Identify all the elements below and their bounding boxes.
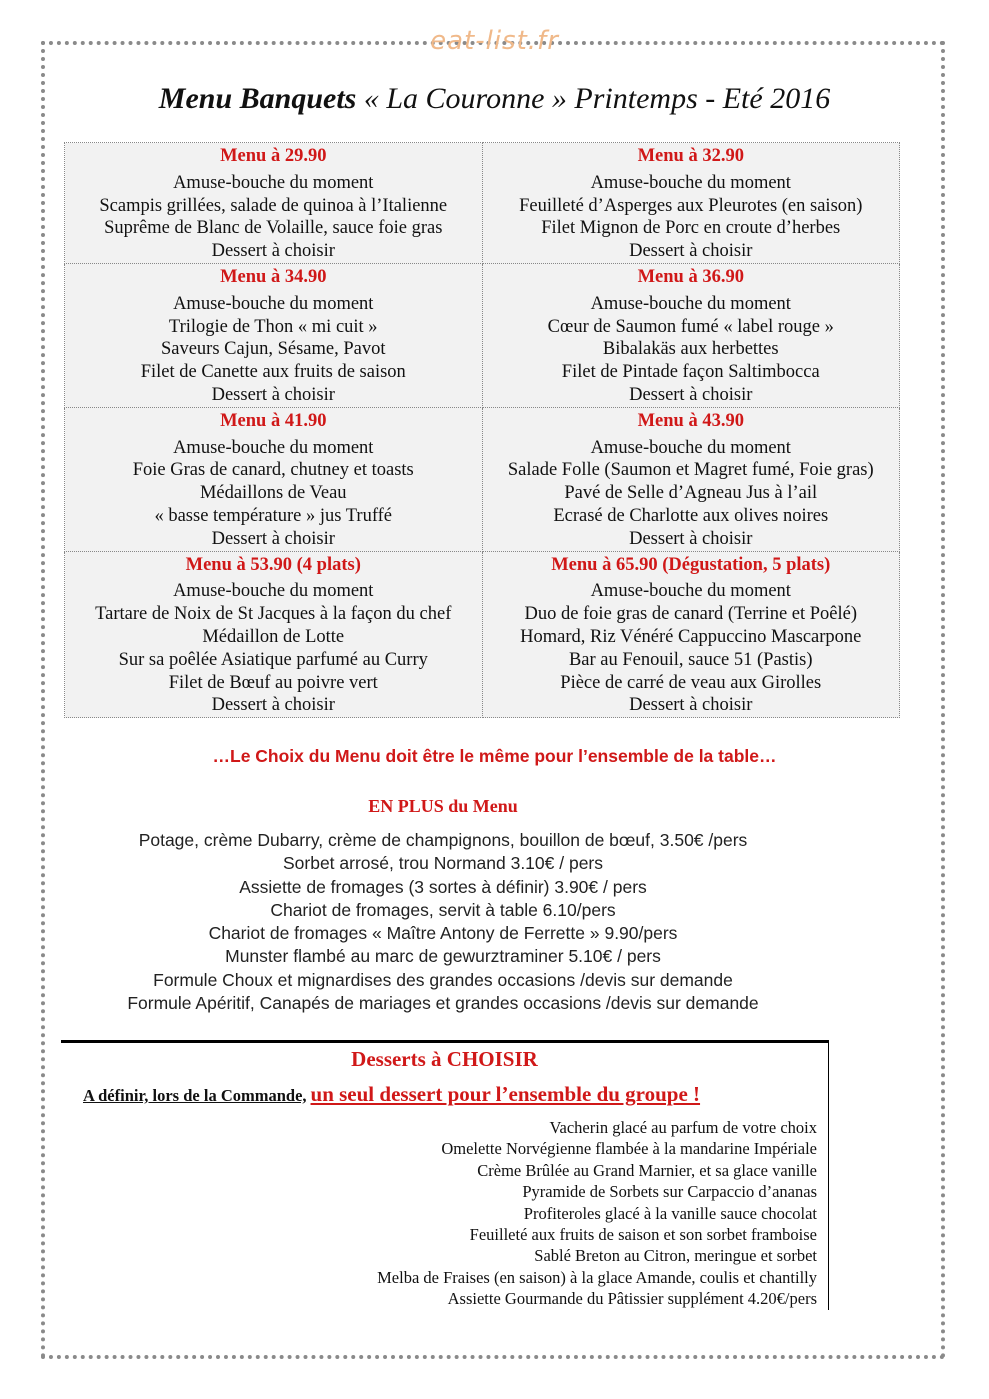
menu-price-title: Menu à 65.90 (Dégustation, 5 plats) [551, 554, 831, 575]
dessert-item: Melba de Fraises (en saison) à la glace Amande, coulis et chantilly [377, 1267, 817, 1287]
menu-row [65, 263, 900, 407]
menu-dish: Amuse-bouche du moment [173, 172, 374, 193]
extra-item: Potage, crème Dubarry, crème de champignons, bouillon de bœuf, 3.50€ /pers [138, 830, 748, 850]
dessert-item: Pyramide de Sorbets sur Carpaccio d’ananas [522, 1182, 817, 1202]
desserts-subtitle-b: un seul dessert pour l’ensemble du groupe ! [310, 1082, 701, 1106]
dessert-item: Assiette Gourmande du Pâtissier supplément 4.20€/pers [447, 1289, 817, 1309]
desserts-title: Desserts à CHOISIR [351, 1047, 538, 1071]
menu-dish: Dessert à choisir [211, 384, 335, 405]
menu-cell [65, 551, 483, 718]
desserts-section [61, 1040, 829, 1310]
menu-dish: Dessert à choisir [211, 695, 335, 716]
menu-price-title: Menu à 36.90 [637, 266, 744, 287]
menu-dish: Amuse-bouche du moment [173, 581, 374, 602]
menu-dish: Filet de Pintade façon Saltimbocca [561, 362, 820, 383]
title-bold: Menu Banquets [158, 82, 357, 115]
menu-dish: Dessert à choisir [629, 384, 753, 405]
menu-price-title: Menu à 29.90 [220, 146, 327, 166]
menu-dish: Dessert à choisir [629, 695, 753, 716]
extra-item: Assiette de fromages (3 sortes à définir) 3.90€ / pers [239, 876, 647, 897]
menu-dish: Scampis grillées, salade de quinoa à l’Italienne [99, 195, 448, 216]
menu-cell [482, 263, 900, 407]
menu-dish: Dessert à choisir [629, 528, 753, 549]
extras-list [0, 829, 886, 1015]
menu-dish: Amuse-bouche du moment [590, 172, 791, 193]
menu-price-title: Menu à 41.90 [220, 410, 327, 431]
menu-price-title: Menu à 53.90 (4 plats) [185, 554, 361, 575]
menu-cell [65, 143, 483, 264]
extra-item: Sorbet arrosé, trou Normand 3.10€ / pers [282, 853, 604, 874]
extra-item: Formule Choux et mignardises des grandes occasions /devis sur demande [153, 969, 733, 990]
menu-row [65, 551, 900, 718]
page-title [0, 82, 989, 116]
menu-dish: Dessert à choisir [629, 241, 753, 262]
menu-dish: Pavé de Selle d’Agneau Jus à l’ail [564, 483, 818, 504]
desserts-list [61, 1117, 828, 1310]
dessert-item: Profiteroles glacé à la vanille sauce chocolat [523, 1203, 817, 1223]
menu-dish: Duo de foie gras de canard (Terrine et Poêlé) [524, 604, 858, 625]
menu-dish: Amuse-bouche du moment [173, 437, 374, 458]
menu-cell [482, 407, 900, 551]
menu-dish: Amuse-bouche du moment [590, 437, 791, 458]
menu-price-title: Menu à 43.90 [637, 410, 744, 431]
menu-price-title: Menu à 32.90 [637, 146, 744, 166]
menu-dish: Amuse-bouche du moment [590, 581, 791, 602]
menu-cell [482, 551, 900, 718]
extra-item: Munster flambé au marc de gewurztraminer 5.10€ / pers [225, 946, 661, 967]
dessert-item: Sablé Breton au Citron, meringue et sorbet [534, 1246, 817, 1266]
menu-dish: Amuse-bouche du moment [173, 293, 374, 314]
extra-item: Chariot de fromages « Maître Antony de Ferrette » 9.90/pers [208, 923, 678, 944]
menu-dish: Suprême de Blanc de Volaille, sauce foie gras [104, 218, 443, 239]
menu-cell [65, 407, 483, 551]
menu-dish: Dessert à choisir [211, 241, 335, 262]
menu-dish: Tartare de Noix de St Jacques à la façon du chef [95, 604, 452, 625]
menu-table [64, 142, 900, 718]
menu-dish: Foie Gras de canard, chutney et toasts [132, 460, 414, 481]
menu-dish: Salade Folle (Saumon et Magret fumé, Foie gras) [507, 460, 874, 481]
menu-dish: Filet Mignon de Porc en croute d’herbes [541, 218, 841, 239]
title-rest: « La Couronne » Printemps - Eté 2016 [356, 82, 831, 115]
menu-dish: « basse température » jus Truffé [154, 505, 393, 526]
menu-cell [65, 263, 483, 407]
menu-dish: Cœur de Saumon fumé « label rouge » [547, 316, 834, 337]
menu-dish: Pièce de carré de veau aux Girolles [560, 672, 822, 693]
dessert-item: Feuilleté aux fruits de saison et son sorbet framboise [469, 1225, 817, 1245]
menu-cell [482, 143, 900, 264]
dessert-item: Vacherin glacé au parfum de votre choix [549, 1118, 817, 1137]
dessert-item: Omelette Norvégienne flambée à la mandarine Impériale [441, 1139, 817, 1159]
menu-dish: Bar au Fenouil, sauce 51 (Pastis) [568, 649, 813, 670]
extra-item: Chariot de fromages, servit à table 6.10/pers [270, 899, 616, 920]
menu-price-title: Menu à 34.90 [220, 266, 327, 287]
menu-dish: Filet de Canette aux fruits de saison [140, 362, 406, 383]
dessert-item: Crème Brûlée au Grand Marnier, et sa glace vanille [477, 1160, 817, 1180]
menu-notice: …Le Choix du Menu doit être le même pour l’ensemble de la table… [212, 746, 777, 766]
menu-dish: Médaillons de Veau [199, 483, 347, 504]
menu-row [65, 407, 900, 551]
extra-item: Formule Apéritif, Canapés de mariages et grandes occasions /devis sur demande [127, 993, 759, 1014]
menu-dish: Sur sa poêlée Asiatique parfumé au Curry [118, 649, 428, 670]
menu-dish: Feuilleté d’Asperges aux Pleurotes (en saison) [519, 195, 863, 216]
menu-dish: Ecrasé de Charlotte aux olives noires [553, 505, 829, 526]
menu-dish: Homard, Riz Vénéré Cappuccino Mascarpone [520, 626, 862, 647]
menu-dish: Amuse-bouche du moment [590, 293, 791, 314]
extras-title: EN PLUS du Menu [368, 796, 518, 816]
menu-dish: Saveurs Cajun, Sésame, Pavot [160, 339, 386, 360]
menu-dish: Filet de Bœuf au poivre vert [168, 672, 378, 693]
desserts-subtitle-a: A définir, lors de la Commande, [83, 1086, 307, 1105]
menu-dish: Bibalakäs aux herbettes [602, 339, 779, 360]
desserts-subtitle [61, 1082, 828, 1107]
menu-dish: Médaillon de Lotte [202, 626, 345, 647]
watermark: eat-list.fr [430, 26, 559, 56]
menu-dish: Trilogie de Thon « mi cuit » [168, 316, 378, 337]
menu-dish: Dessert à choisir [211, 528, 335, 549]
menu-row [65, 143, 900, 264]
